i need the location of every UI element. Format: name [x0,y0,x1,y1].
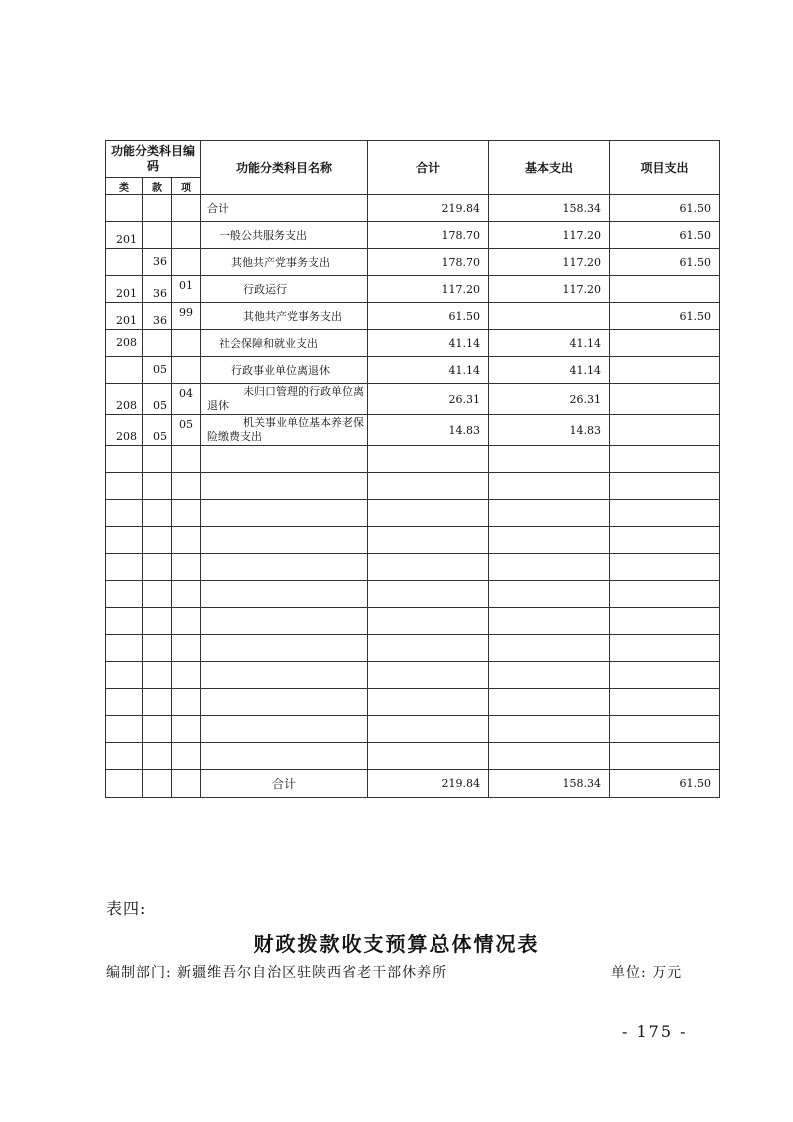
table-footer-row [106,770,720,798]
cell-xiang [172,249,201,276]
cell-kuan [143,330,172,357]
cell-basic: 41.14 [489,357,610,384]
table-row-empty [106,500,720,527]
table-row-empty [106,689,720,716]
footer-label: 合计 [201,770,368,798]
cell-xiang: 99 [172,303,201,330]
page-number: - 175 - [622,1022,688,1041]
cell-kuan [143,195,172,222]
cell-lei: 201 [106,276,143,303]
cell-xiang: 01 [172,276,201,303]
table-row-empty [106,743,720,770]
header-basic: 基本支出 [489,141,610,195]
table-row-empty [106,635,720,662]
cell-total: 178.70 [368,222,489,249]
cell-basic: 117.20 [489,222,610,249]
table-row-empty [106,662,720,689]
table-row [106,249,720,276]
table-row [106,276,720,303]
cell-lei [106,357,143,384]
cell-lei: 201 [106,222,143,249]
cell-basic [489,303,610,330]
cell-kuan: 05 [143,384,172,415]
cell-lei: 201 [106,303,143,330]
cell-project [610,384,720,415]
cell-name: 其他共产党事务支出 [201,249,368,276]
table-row [106,384,720,415]
cell-project [610,276,720,303]
cell-xiang [172,195,201,222]
cell-kuan [143,222,172,249]
cell-name: 合计 [201,195,368,222]
cell-kuan: 05 [143,357,172,384]
table-row [106,195,720,222]
cell-lei [106,249,143,276]
cell-total: 219.84 [368,195,489,222]
header-code-group: 功能分类科目编码 [106,141,201,178]
cell-lei: 208 [106,330,143,357]
cell-name: 行政事业单位离退休 [201,357,368,384]
table-row-empty [106,473,720,500]
table-row-empty [106,446,720,473]
header-total: 合计 [368,141,489,195]
cell-basic: 26.31 [489,384,610,415]
table-row-empty [106,608,720,635]
cell-name: 行政运行 [201,276,368,303]
cell-kuan: 36 [143,303,172,330]
compiling-department: 编制部门: 新疆维吾尔自治区驻陕西省老干部休养所 [106,965,448,981]
cell-total: 61.50 [368,303,489,330]
cell-project [610,415,720,446]
footer-project: 61.50 [610,770,720,798]
cell-name: 机关事业单位基本养老保险缴费支出 [201,415,368,446]
cell-project: 61.50 [610,222,720,249]
cell-name: 其他共产党事务支出 [201,303,368,330]
cell-kuan: 05 [143,415,172,446]
table-row [106,415,720,446]
cell-total: 41.14 [368,357,489,384]
table-row [106,222,720,249]
table-row-empty [106,716,720,743]
cell-total: 178.70 [368,249,489,276]
cell-project [610,330,720,357]
cell-xiang: 05 [172,415,201,446]
cell-name: 未归口管理的行政单位离退休 [201,384,368,415]
footer-basic: 158.34 [489,770,610,798]
cell-basic: 41.14 [489,330,610,357]
cell-project: 61.50 [610,249,720,276]
cell-kuan: 36 [143,276,172,303]
footer-total: 219.84 [368,770,489,798]
table-row [106,303,720,330]
cell-lei: 208 [106,384,143,415]
cell-xiang [172,330,201,357]
cell-xiang [172,222,201,249]
table-row-empty [106,527,720,554]
header-kuan: 款 [143,178,172,195]
cell-project: 61.50 [610,195,720,222]
budget-table [105,140,720,798]
cell-basic: 158.34 [489,195,610,222]
table-row [106,357,720,384]
table-number-label: 表四: [106,899,147,918]
cell-xiang: 04 [172,384,201,415]
table-row-empty [106,581,720,608]
header-name: 功能分类科目名称 [201,141,368,195]
cell-lei [106,195,143,222]
cell-kuan: 36 [143,249,172,276]
cell-lei: 208 [106,415,143,446]
cell-total: 41.14 [368,330,489,357]
table-row [106,330,720,357]
header-lei: 类 [106,178,143,195]
cell-xiang [172,357,201,384]
cell-total: 117.20 [368,276,489,303]
cell-basic: 117.20 [489,276,610,303]
cell-basic: 117.20 [489,249,610,276]
cell-name: 社会保障和就业支出 [201,330,368,357]
cell-project [610,357,720,384]
table-row-empty [106,554,720,581]
cell-project: 61.50 [610,303,720,330]
cell-basic: 14.83 [489,415,610,446]
cell-total: 14.83 [368,415,489,446]
section-title: 财政拨款收支预算总体情况表 [253,932,540,956]
header-project: 项目支出 [610,141,720,195]
unit-label: 单位: 万元 [611,965,683,981]
cell-total: 26.31 [368,384,489,415]
cell-name: 一般公共服务支出 [201,222,368,249]
header-xiang: 项 [172,178,201,195]
